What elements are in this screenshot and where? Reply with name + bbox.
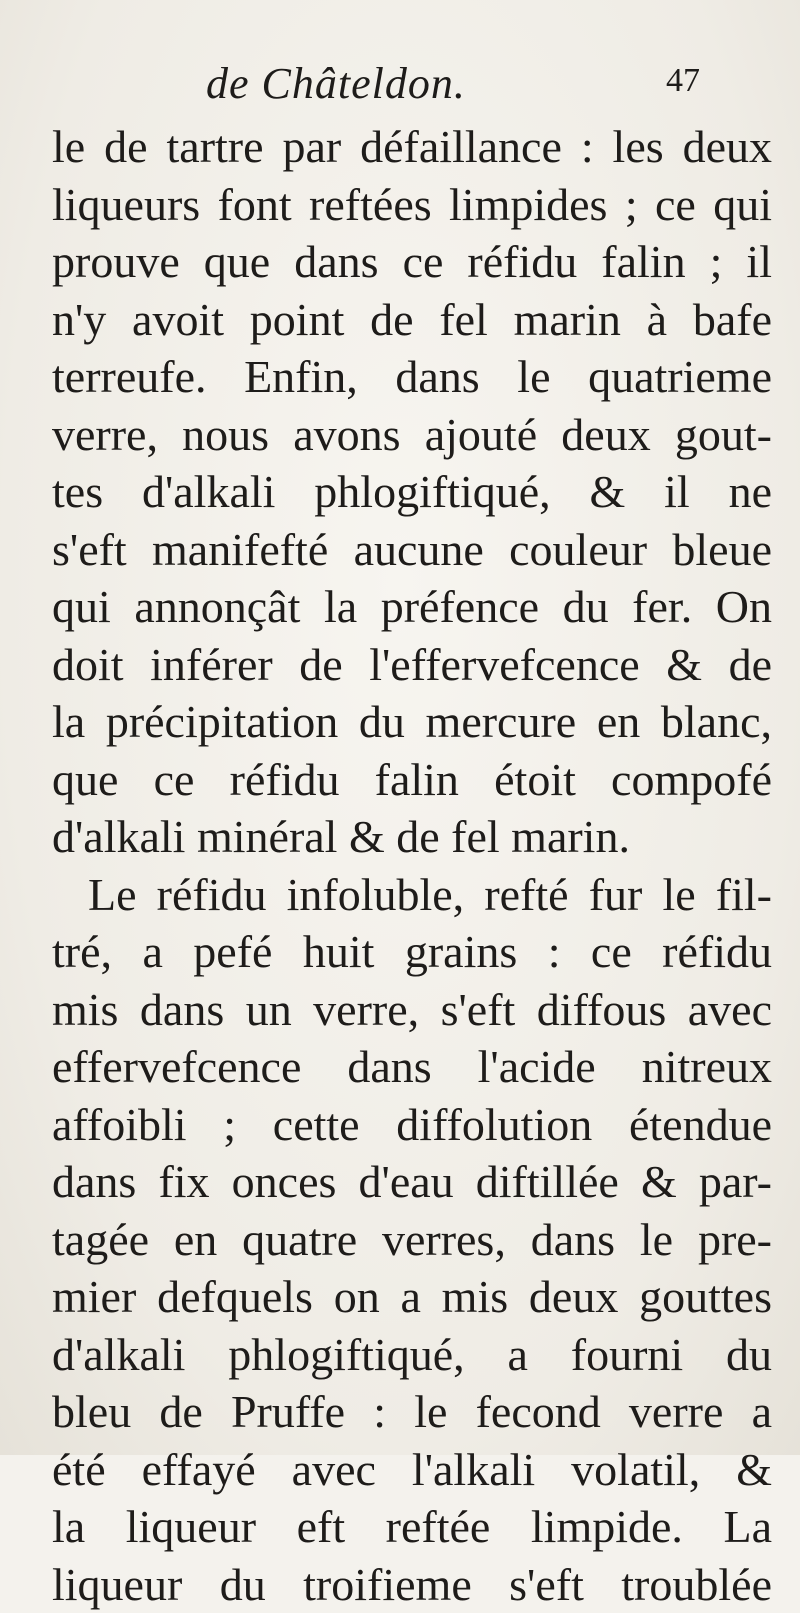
- text-line: affoibli ; cette diffolution étendue: [52, 1096, 772, 1154]
- text-line: doit inférer de l'effervefcence & de: [52, 636, 772, 694]
- text-line: tré, a pefé huit grains : ce réfidu: [52, 923, 772, 981]
- text-line: liqueur du troifieme s'eft troublée: [52, 1556, 772, 1613]
- page-header: [0, 58, 800, 118]
- text-line: la liqueur eft reftée limpide. La: [52, 1498, 772, 1556]
- text-line: n'y avoit point de fel marin à bafe: [52, 291, 772, 349]
- text-line: effervefcence dans l'acide nitreux: [52, 1038, 772, 1096]
- text-line: le de tartre par défaillance : les deux: [52, 118, 772, 176]
- page-number: 47: [666, 62, 700, 100]
- body-text: [52, 118, 772, 1613]
- text-line: prouve que dans ce réfidu falin ; il: [52, 233, 772, 291]
- text-line: liqueurs font reftées limpides ; ce qui: [52, 176, 772, 234]
- text-line: terreufe. Enfin, dans le quatrieme: [52, 348, 772, 406]
- text-line: s'eft manifefté aucune couleur bleue: [52, 521, 772, 579]
- text-line: mier defquels on a mis deux gouttes: [52, 1268, 772, 1326]
- text-line: été effayé avec l'alkali volatil, &: [52, 1441, 772, 1499]
- text-line: d'alkali phlogiftiqué, a fourni du: [52, 1326, 772, 1384]
- text-line: bleu de Pruffe : le fecond verre a: [52, 1383, 772, 1441]
- text-line: d'alkali minéral & de fel marin.: [52, 808, 772, 866]
- text-line: qui annonçât la préfence du fer. On: [52, 578, 772, 636]
- text-line: tagée en quatre verres, dans le pre-: [52, 1211, 772, 1269]
- text-line: la précipitation du mercure en blanc,: [52, 693, 772, 751]
- text-line: tes d'alkali phlogiftiqué, & il ne: [52, 463, 772, 521]
- text-line: verre, nous avons ajouté deux gout-: [52, 406, 772, 464]
- text-line: dans fix onces d'eau diftillée & par-: [52, 1153, 772, 1211]
- text-line: mis dans un verre, s'eft diffous avec: [52, 981, 772, 1039]
- running-head: de Châteldon.: [206, 58, 466, 109]
- text-line: que ce réfidu falin étoit compofé: [52, 751, 772, 809]
- paragraph-start-line: Le réfidu infoluble, refté fur le fil-: [52, 866, 772, 924]
